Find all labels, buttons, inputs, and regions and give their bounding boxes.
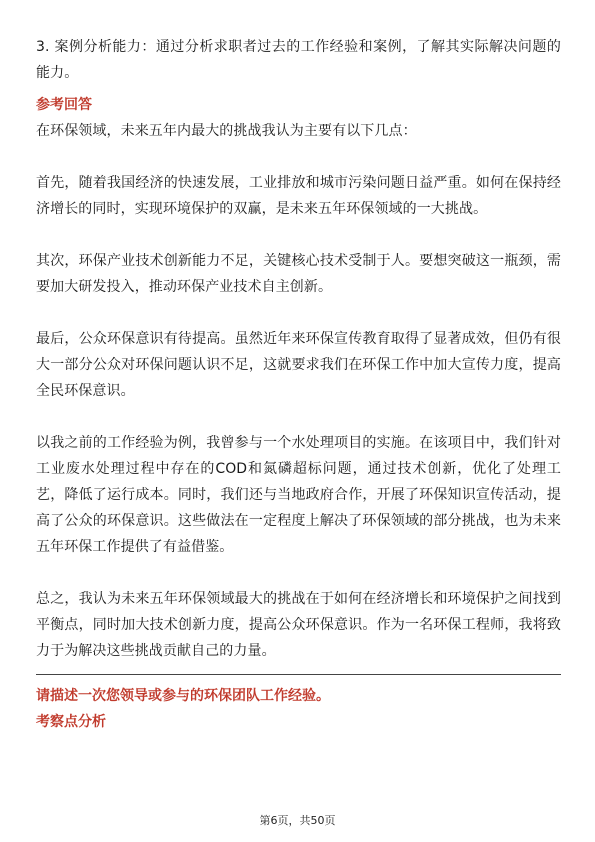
section-divider — [36, 674, 561, 675]
spacer — [36, 404, 561, 430]
answer-paragraph-first: 首先，随着我国经济的快速发展，工业排放和城市污染问题日益严重。如何在保持经济增长的同时，实现环境保护的双赢，是未来五年环保领域的一大挑战。 — [36, 175, 561, 217]
intro-item: 3. 案例分析能力：通过分析求职者过去的工作经验和案例，了解其实际解决问题的能力。 — [36, 39, 561, 81]
answer-paragraph-example: 以我之前的工作经验为例，我曾参与一个水处理项目的实施。在该项目中，我们针对工业废水处理过程中存在的COD和氮磷超标问题，通过技术创新，优化了处理工艺，降低了运行成本。同时，我们还与当地政府合作，开展了环保知识宣传活动，提高了公众的环保意识。这些做法在一定程度上解决了环保领域的部分挑战，也为未来五年环保工作提供了有益借鉴。 — [36, 435, 561, 555]
reference-heading: 参考回答 — [36, 97, 92, 113]
spacer — [36, 560, 561, 586]
analysis-heading: 考察点分析 — [36, 714, 106, 730]
spacer — [36, 222, 561, 248]
answer-paragraph-third: 最后，公众环保意识有待提高。虽然近年来环保宣传教育取得了显著成效，但仍有很大一部分公众对环保问题认识不足，这就要求我们在环保工作中加大宣传力度，提高全民环保意识。 — [36, 331, 561, 399]
answer-paragraph-intro: 在环保领域，未来五年内最大的挑战我认为主要有以下几点： — [36, 123, 417, 139]
next-question: 请描述一次您领导或参与的环保团队工作经验。 — [36, 688, 330, 704]
answer-paragraph-conclusion: 总之，我认为未来五年环保领域最大的挑战在于如何在经济增长和环境保护之间找到平衡点，同时加大技术创新力度，提高公众环保意识。作为一名环保工程师，我将致力于为解决这些挑战贡献自己的力量。 — [36, 591, 561, 659]
spacer — [36, 144, 561, 170]
answer-paragraph-second: 其次，环保产业技术创新能力不足，关键核心技术受制于人。要想突破这一瓶颈，需要加大研发投入，推动环保产业技术自主创新。 — [36, 253, 561, 295]
page-number: 第6页，共50页 — [259, 814, 336, 827]
document-page — [36, 34, 561, 735]
spacer — [36, 300, 561, 326]
